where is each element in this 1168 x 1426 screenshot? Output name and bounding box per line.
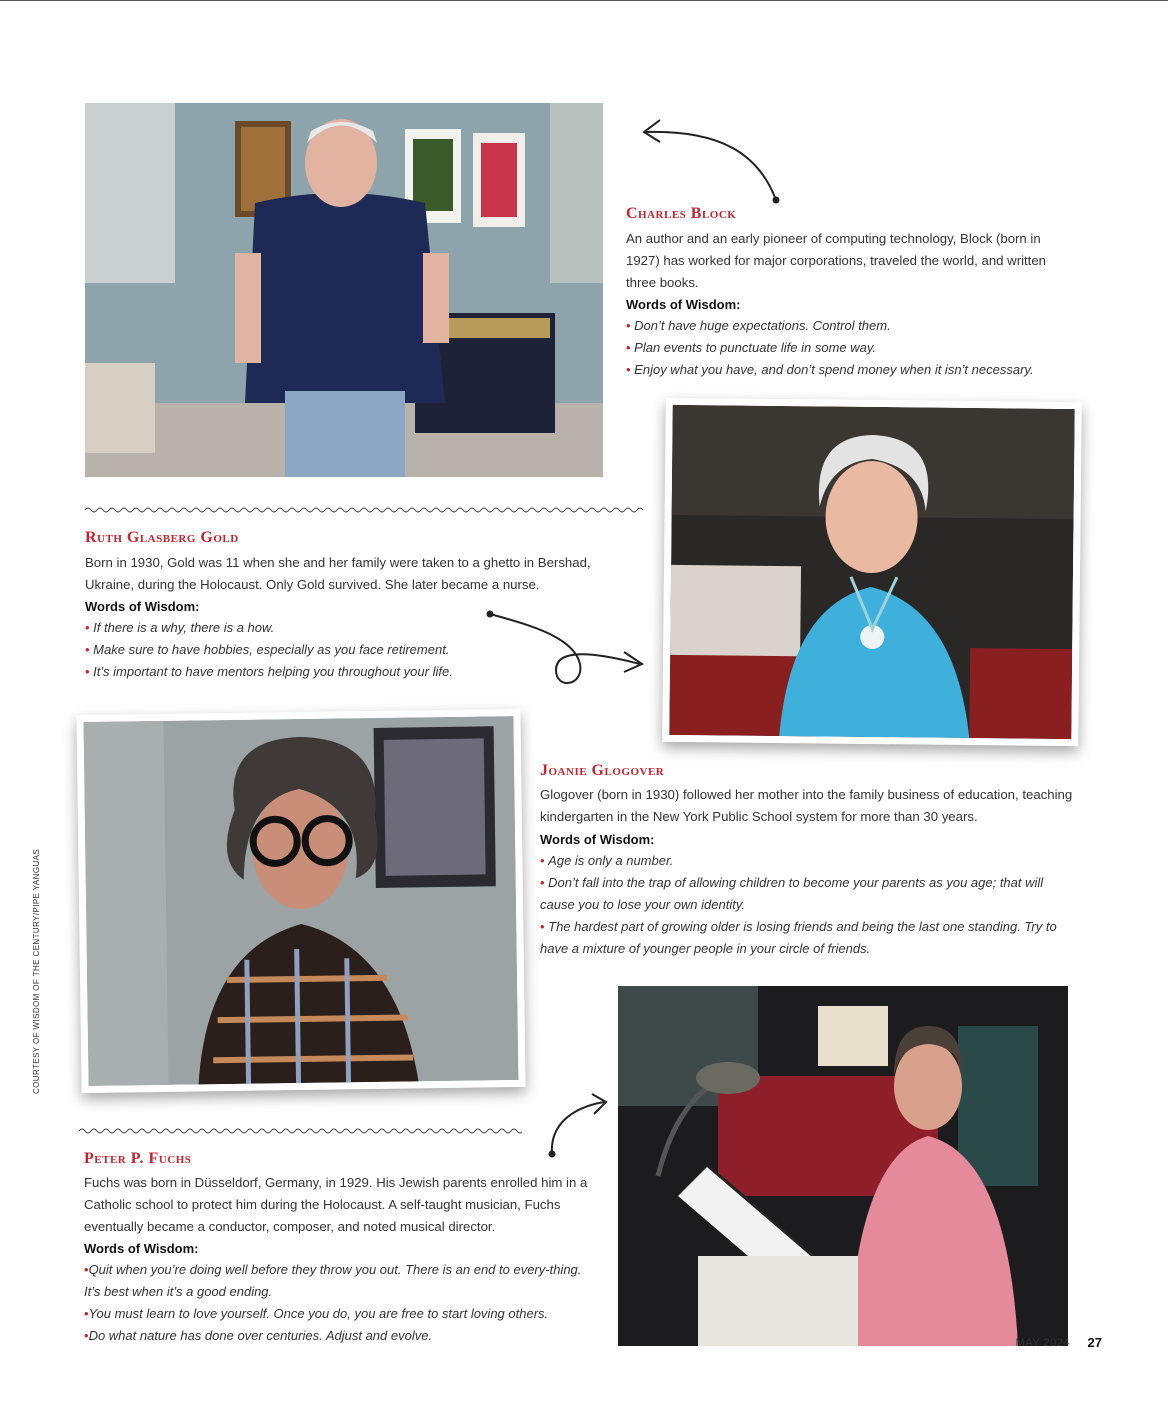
tip-item: • Don’t have huge expectations. Control them. [626,315,1076,337]
tip-item: • Plan events to punctuate life in some way. [626,337,1076,359]
tip-item: • Don’t fall into the trap of allowing children to become your parents as you age; that will cause you to lose your own identity. [540,872,1070,916]
peter-fuchs-photo [618,986,1068,1346]
tip-item: • Do what nature has done over centuries. Adjust and evolve. [84,1325,588,1347]
joanie-glogover-wisdom-label: Words of Wisdom: [540,832,655,847]
ruth-glasberg-gold-tips [85,617,505,683]
tip-item: • Age is only a number. [540,850,1070,872]
ruth-glasberg-gold-bio: Born in 1930, Gold was 11 when she and her family were taken to a ghetto in Bershad, Ukraine, during the Holocaust. Only Gold survived. She later became a nurse. [85,555,591,592]
loop-arrow-icon [484,608,648,690]
charles-block-photo [85,103,603,477]
tip-item: • It’s important to have mentors helping you throughout your life. [85,661,505,683]
charles-block-bio: An author and an early pioneer of computing technology, Block (born in 1927) has worked for major corporations, traveled the world, and written three books. [626,231,1047,290]
tip-item: • If there is a why, there is a how. [85,617,505,639]
peter-fuchs-tips [84,1259,588,1347]
joanie-glogover-photo [662,398,1082,746]
charles-block-tips [626,315,1076,381]
issue-date: MAY 2024 [1015,1337,1070,1349]
peter-fuchs-section-portrait-photo [76,709,525,1093]
tip-item: • You must learn to love yourself. Once you do, you are free to start loving others. [84,1303,588,1325]
curved-arrow-icon [638,112,788,208]
tip-item: • Enjoy what you have, and don’t spend money when it isn’t necessary. [626,359,1076,381]
charles-block-name: Charles Block [626,205,737,222]
peter-fuchs-name: Peter P. Fuchs [84,1150,192,1167]
curved-arrow-icon [546,1090,612,1160]
photo-credit: COURTESY OF WISDOM OF THE CENTURY/PIPE YANGUAS [32,848,41,1094]
tip-item: • Quit when you’re doing well before they throw you out. There is an end to every-thing. It’s best when it’s a good ending. [84,1259,588,1303]
tip-item: • The hardest part of growing older is losing friends and being the last one standing. Try to have a mixture of younger people in your circle of friends. [540,916,1070,960]
joanie-glogover-name: Joanie Glogover [540,762,665,779]
peter-fuchs-wisdom-label: Words of Wisdom: [84,1241,199,1256]
top-rule [0,0,1168,1]
ruth-glasberg-gold-name: Ruth Glasberg Gold [85,529,239,546]
tip-item: • Make sure to have hobbies, especially as you face retirement. [85,639,505,661]
wavy-divider [85,505,643,515]
peter-fuchs-bio: Fuchs was born in Düsseldorf, Germany, in 1929. His Jewish parents enrolled him in a Catholic school to protect him during the Holocaust. A self-taught musician, Fuchs eventually became a conductor, composer, and noted musical director. [84,1175,588,1234]
page-number: 27 [1087,1335,1102,1350]
joanie-glogover-bio: Glogover (born in 1930) followed her mother into the family business of education, teaching kindergarten in the New York Public School system for more than 30 years. [540,787,1073,824]
wavy-divider [79,1126,522,1136]
charles-block-wisdom-label: Words of Wisdom: [626,297,741,312]
joanie-glogover-tips [540,850,1070,960]
ruth-glasberg-gold-wisdom-label: Words of Wisdom: [85,599,200,614]
